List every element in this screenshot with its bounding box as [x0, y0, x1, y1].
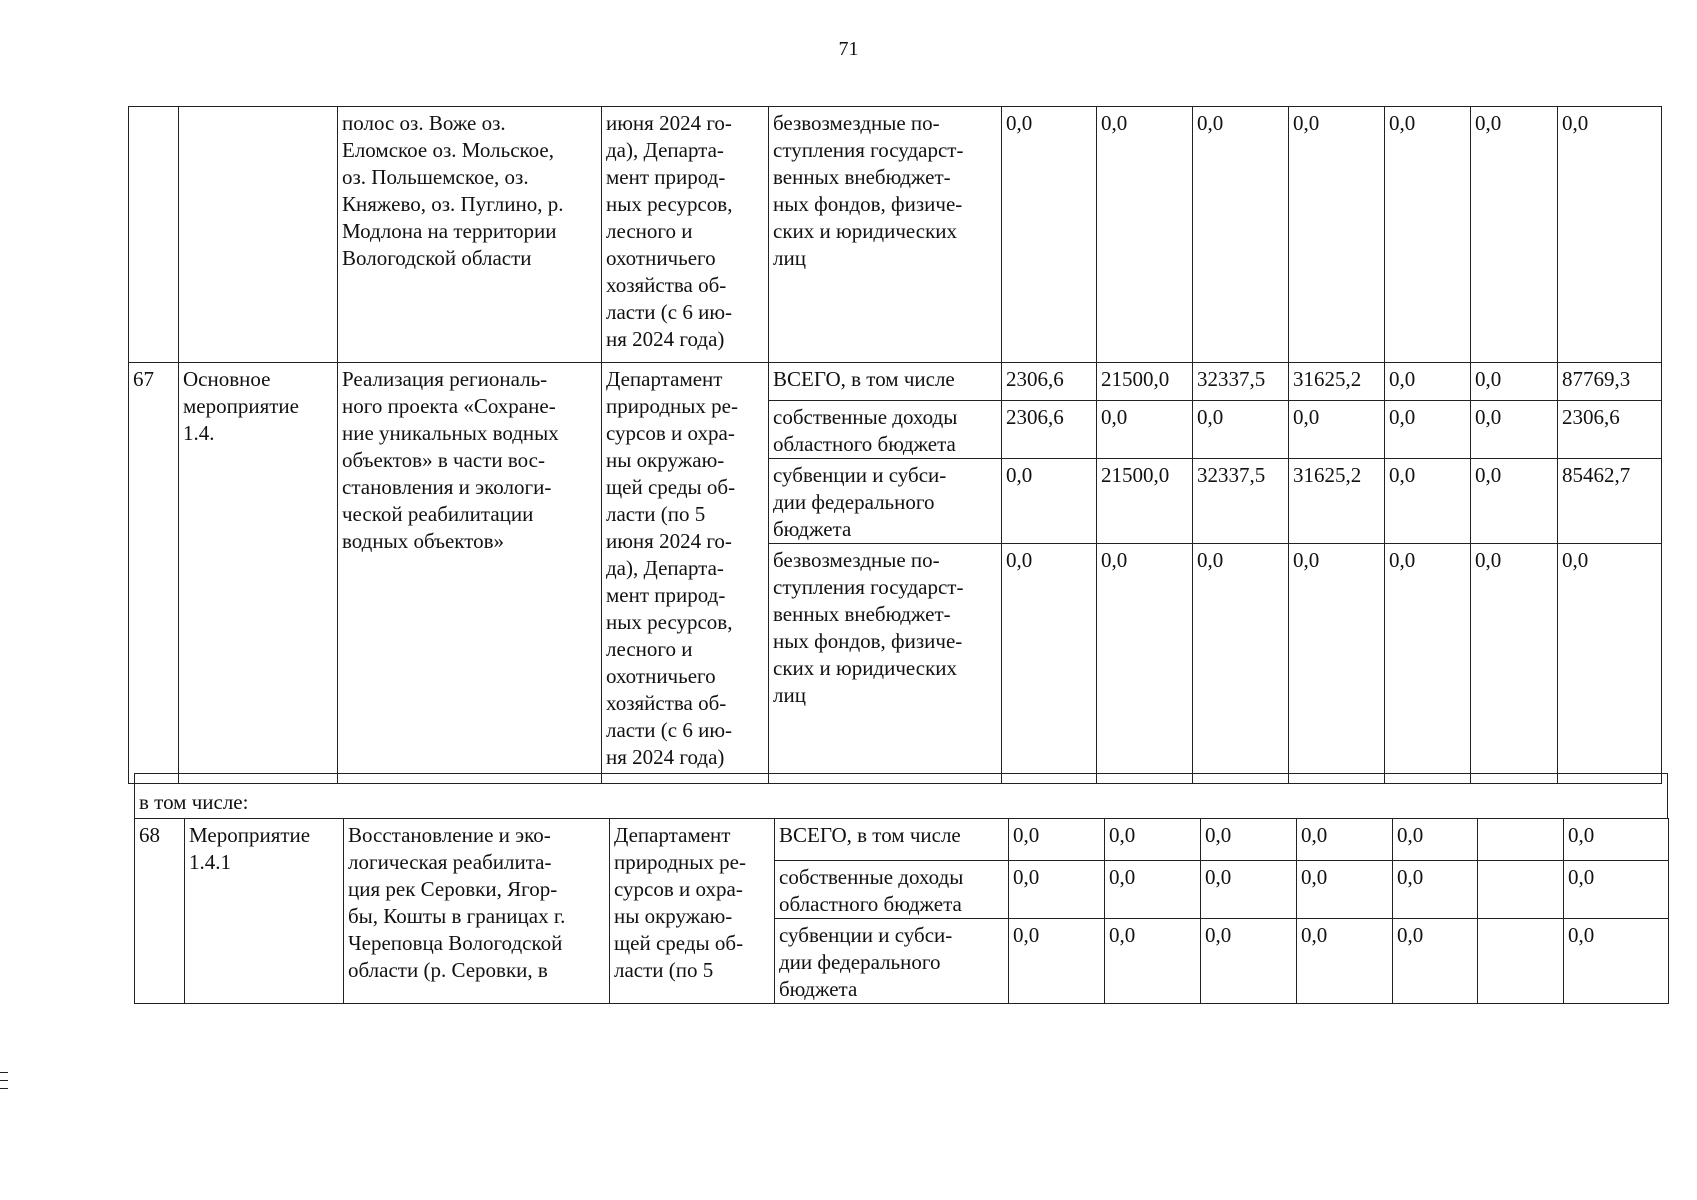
executor-line: охотничьего — [606, 664, 716, 688]
title-line: становления и экологи- — [342, 475, 552, 499]
value-cell: 31625,2 — [1289, 363, 1385, 401]
executor-line: июня 2024 го- — [606, 529, 732, 553]
source-line: ступления государст- — [773, 138, 964, 162]
value-cell: 21500,0 — [1097, 363, 1193, 401]
value-cell: 0,0 — [1097, 401, 1193, 459]
table-row-continuation — [129, 107, 1662, 363]
value-cell: 0,0 — [1385, 363, 1471, 401]
source-line: безвозмездные по- — [773, 548, 940, 572]
value-cell: 0,0 — [1289, 107, 1385, 363]
value-cell: 0,0 — [1385, 107, 1471, 363]
type-line: Основное — [183, 367, 271, 391]
executor-line: ласти (по 5 — [614, 958, 714, 982]
value-cell — [1478, 819, 1564, 861]
table-row-68-total — [135, 819, 1669, 861]
source-line: бюджета — [779, 977, 858, 1001]
value-cell: 32337,5 — [1193, 363, 1289, 401]
source-line: лиц — [773, 683, 806, 707]
executor-line: природных ре- — [614, 850, 746, 874]
executor-line: да), Департа- — [606, 138, 724, 162]
cell-funding-source — [769, 544, 1002, 784]
value-cell: 0,0 — [1289, 401, 1385, 459]
cell-funding-source — [775, 919, 1009, 1004]
value-cell: 0,0 — [1564, 819, 1669, 861]
cell-executor — [610, 819, 775, 1004]
title-line: Череповца Вологодской — [348, 931, 563, 955]
source-line: ных фондов, физиче- — [773, 629, 963, 653]
value-cell: 0,0 — [1564, 861, 1669, 919]
value-cell: 87769,3 — [1558, 363, 1662, 401]
type-line: мероприятие — [183, 394, 299, 418]
value-cell: 0,0 — [1201, 819, 1297, 861]
value-cell: 0,0 — [1193, 401, 1289, 459]
executor-line: июня 2024 го- — [606, 111, 732, 135]
value-cell: 0,0 — [1558, 107, 1662, 363]
value-cell: 0,0 — [1297, 861, 1393, 919]
value-cell: 0,0 — [1002, 544, 1097, 784]
source-line: венных внебюджет- — [773, 602, 951, 626]
value-cell: 0,0 — [1471, 363, 1558, 401]
source-line: ступления государст- — [773, 575, 964, 599]
margin-mark — [0, 1080, 8, 1081]
title-line: ция рек Серовки, Ягор- — [348, 877, 558, 901]
cell-funding-source: ВСЕГО, в том числе — [769, 363, 1002, 401]
value-cell: 0,0 — [1297, 819, 1393, 861]
executor-line: ласти (с 6 ию- — [606, 300, 733, 324]
title-line: Реализация региональ- — [342, 367, 548, 391]
executor-line: хозяйства об- — [606, 273, 727, 297]
value-cell: 2306,6 — [1002, 363, 1097, 401]
table-row-including — [135, 774, 1668, 819]
margin-mark — [0, 1088, 8, 1089]
value-cell: 0,0 — [1297, 919, 1393, 1004]
cell-executor — [602, 107, 769, 363]
value-cell: 0,0 — [1471, 544, 1558, 784]
executor-line: Департамент — [606, 367, 723, 391]
cell-num: 67 — [129, 363, 179, 784]
cell-funding-source — [769, 107, 1002, 363]
source-line: лиц — [773, 246, 806, 270]
cell-num — [129, 107, 179, 363]
value-cell: 0,0 — [1471, 107, 1558, 363]
value-cell: 0,0 — [1558, 544, 1662, 784]
value-cell: 0,0 — [1564, 919, 1669, 1004]
executor-line: ных ресурсов, — [606, 610, 733, 634]
value-cell: 0,0 — [1002, 459, 1097, 544]
value-cell: 0,0 — [1105, 861, 1201, 919]
source-line: ских и юридических — [773, 219, 958, 243]
value-cell: 0,0 — [1009, 861, 1105, 919]
value-cell: 0,0 — [1471, 459, 1558, 544]
cell-type — [185, 819, 344, 1004]
source-line: венных внебюджет- — [773, 165, 951, 189]
executor-line: ня 2024 года) — [606, 745, 725, 769]
executor-line: ны окружаю- — [614, 904, 733, 928]
cell-type — [179, 107, 338, 363]
source-line: ских и юридических — [773, 656, 958, 680]
cell-funding-source — [775, 861, 1009, 919]
value-cell: 0,0 — [1009, 919, 1105, 1004]
value-cell: 0,0 — [1393, 919, 1478, 1004]
value-cell: 0,0 — [1193, 544, 1289, 784]
subheading-table — [134, 773, 1668, 819]
value-cell: 0,0 — [1385, 401, 1471, 459]
cell-funding-source — [769, 459, 1002, 544]
cell-executor — [602, 363, 769, 784]
executor-line: природных ре- — [606, 394, 738, 418]
value-cell: 85462,7 — [1558, 459, 1662, 544]
title-line: ного проекта «Сохране- — [342, 394, 556, 418]
source-line: бюджета — [773, 517, 852, 541]
margin-mark — [0, 1072, 8, 1073]
executor-line: мент природ- — [606, 583, 726, 607]
source-line: собственные доходы — [773, 405, 958, 429]
value-cell: 0,0 — [1471, 401, 1558, 459]
source-line: дии федерального — [779, 950, 941, 974]
executor-line: сурсов и охра- — [606, 421, 735, 445]
cell-type — [179, 363, 338, 784]
type-line: 1.4.1 — [189, 850, 231, 874]
value-cell: 0,0 — [1002, 107, 1097, 363]
title-line: Княжево, оз. Пуглино, р. — [342, 192, 564, 216]
value-cell: 2306,6 — [1558, 401, 1662, 459]
value-cell: 0,0 — [1097, 107, 1193, 363]
type-line: 1.4. — [183, 421, 215, 445]
value-cell: 0,0 — [1105, 819, 1201, 861]
executor-line: да), Департа- — [606, 556, 724, 580]
executor-line: ны окружаю- — [606, 448, 725, 472]
executor-line: охотничьего — [606, 246, 716, 270]
value-cell: 0,0 — [1193, 107, 1289, 363]
cell-funding-source: ВСЕГО, в том числе — [775, 819, 1009, 861]
title-line: Еломское оз. Мольское, — [342, 138, 554, 162]
budget-table-upper — [128, 106, 1662, 784]
source-line: собственные доходы — [779, 865, 964, 889]
value-cell: 0,0 — [1385, 459, 1471, 544]
budget-table-lower — [134, 818, 1669, 1004]
value-cell: 0,0 — [1009, 819, 1105, 861]
title-line: ческой реабилитации — [342, 502, 534, 526]
source-line: областного бюджета — [779, 892, 962, 916]
title-line: объектов» в части вос- — [342, 448, 545, 472]
value-cell: 0,0 — [1393, 819, 1478, 861]
page-number: 71 — [838, 38, 859, 60]
table-row-67-total — [129, 363, 1662, 401]
title-line: области (р. Серовки, в — [348, 958, 548, 982]
title-line: логическая реабилита- — [348, 850, 552, 874]
cell-title — [338, 107, 602, 363]
executor-line: Департамент — [614, 823, 731, 847]
title-line: Модлона на территории — [342, 219, 557, 243]
value-cell: 0,0 — [1385, 544, 1471, 784]
value-cell: 0,0 — [1393, 861, 1478, 919]
title-line: ние уникальных водных — [342, 421, 559, 445]
source-line: субвенции и субси- — [779, 923, 953, 947]
including-label: в том числе: — [135, 774, 1668, 819]
source-line: областного бюджета — [773, 432, 956, 456]
value-cell — [1478, 919, 1564, 1004]
executor-line: щей среды об- — [606, 475, 736, 499]
value-cell: 0,0 — [1201, 861, 1297, 919]
source-line: дии федерального — [773, 490, 935, 514]
executor-line: лесного и — [606, 637, 693, 661]
value-cell: 0,0 — [1097, 544, 1193, 784]
title-line: бы, Кошты в границах г. — [348, 904, 566, 928]
cell-num: 68 — [135, 819, 185, 1004]
executor-line: сурсов и охра- — [614, 877, 743, 901]
executor-line: хозяйства об- — [606, 691, 727, 715]
executor-line: лесного и — [606, 219, 693, 243]
source-line: субвенции и субси- — [773, 463, 947, 487]
value-cell: 31625,2 — [1289, 459, 1385, 544]
title-line: Восстановление и эко- — [348, 823, 551, 847]
executor-line: ня 2024 года) — [606, 327, 725, 351]
value-cell: 21500,0 — [1097, 459, 1193, 544]
title-line: полос оз. Воже оз. — [342, 111, 506, 135]
value-cell — [1478, 861, 1564, 919]
executor-line: ных ресурсов, — [606, 192, 733, 216]
type-line: Мероприятие — [189, 823, 311, 847]
cell-funding-source — [769, 401, 1002, 459]
value-cell: 0,0 — [1289, 544, 1385, 784]
cell-title — [338, 363, 602, 784]
value-cell: 2306,6 — [1002, 401, 1097, 459]
source-line: безвозмездные по- — [773, 111, 940, 135]
value-cell: 0,0 — [1105, 919, 1201, 1004]
executor-line: щей среды об- — [614, 931, 744, 955]
value-cell: 32337,5 — [1193, 459, 1289, 544]
executor-line: мент природ- — [606, 165, 726, 189]
title-line: водных объектов» — [342, 529, 505, 553]
cell-title — [344, 819, 610, 1004]
title-line: оз. Польшемское, оз. — [342, 165, 529, 189]
value-cell: 0,0 — [1201, 919, 1297, 1004]
title-line: Вологодской области — [342, 246, 532, 270]
source-line: ных фондов, физиче- — [773, 192, 963, 216]
executor-line: ласти (с 6 ию- — [606, 718, 733, 742]
executor-line: ласти (по 5 — [606, 502, 706, 526]
